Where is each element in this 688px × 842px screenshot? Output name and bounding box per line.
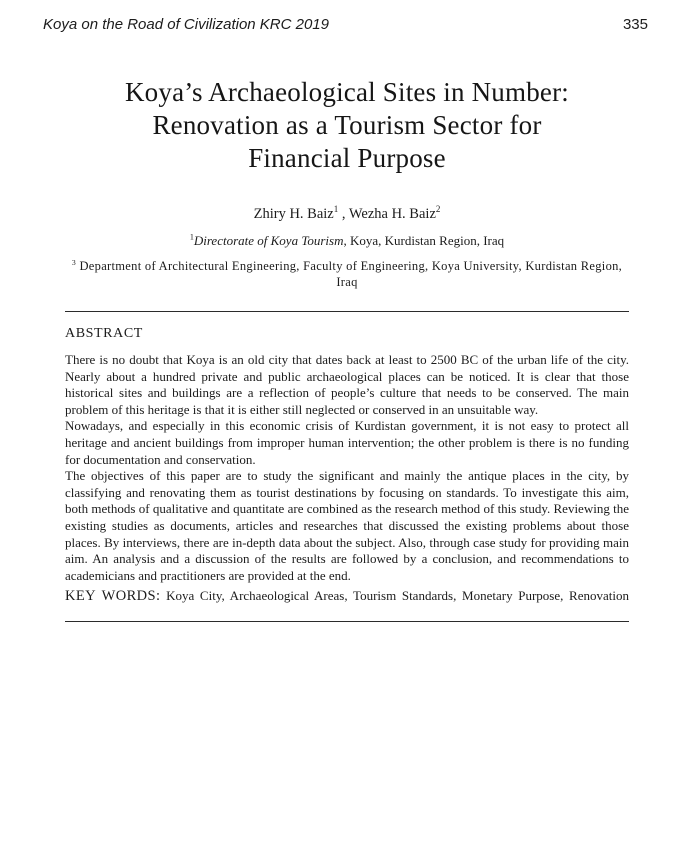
affiliation-1-location: , Koya, Kurdistan Region, Iraq	[343, 233, 505, 248]
running-title: Koya on the Road of Civilization KRC 2019	[43, 16, 329, 33]
keywords-text: Koya City, Archaeological Areas, Tourism Standards, Monetary Purpose, Renovation	[160, 588, 629, 604]
author-1-superscript: 1	[333, 204, 339, 215]
divider-bottom	[65, 621, 629, 622]
page-number: 335	[622, 16, 648, 33]
affiliation-2-text: Department of Architectural Engineering, Faculty of Engineering, Koya University, Kurdistan Region, Iraq	[76, 259, 623, 289]
abstract-heading: ABSTRACT	[65, 326, 143, 341]
abstract-paragraph-1: There is no doubt that Koya is an old city that dates back at least to 2500 BC of the urban life of the city. Nearly about a hundred private and public archaeological places can be noticed. It is clear that those historical sites and buildings are a reflection of people’s culture that needs to be conserved. The main problem of this heritage is that it is either still neglected or conserved in an unsuitable way.	[65, 352, 629, 417]
authors-line	[65, 205, 629, 223]
page-header	[0, 0, 688, 34]
author-2-name: Wezha H. Baiz	[348, 206, 436, 222]
affiliation-1	[65, 233, 629, 249]
abstract-body	[65, 352, 629, 584]
author-1-name: Zhiry H. Baiz	[253, 206, 334, 222]
affiliation-1-superscript: 1	[189, 232, 194, 242]
abstract-paragraph-2: Nowadays, and especially in this economic crisis of Kurdistan government, it is not easy to protect all heritage and ancient buildings from improper human intervention; the other problem is there is no funding for documentation and conservation.	[65, 418, 629, 467]
affiliation-2	[65, 258, 629, 290]
paper-title-line-2: Renovation as a Tourism Sector for	[152, 110, 542, 140]
affiliation-2-superscript: 3	[71, 257, 77, 267]
paper-title	[65, 76, 629, 175]
page-content	[65, 76, 629, 622]
authors-separator: ,	[338, 206, 349, 222]
paper-title-line-1: Koya’s Archaeological Sites in Number:	[124, 77, 569, 107]
affiliation-1-organization: Directorate of Koya Tourism	[193, 233, 344, 248]
divider-top	[65, 311, 629, 312]
keywords-label: KEY WORDS:	[65, 588, 161, 605]
keywords-line	[65, 587, 629, 605]
abstract-paragraph-3: The objectives of this paper are to study the significant and mainly the antique places in the city, by classifying and renovating them as tourist destinations by focusing on standards. To investigate this aim, both methods of qualitative and quantitate are combined as the research method of this study. Reviewing the existing studies as documents, articles and researches that discussed the existing problems about those places. By interviews, there are in-depth data about the subject. Also, through case study for providing main aim. An analysis and a discussion of the results are followed by a conclusion, and recommendations to academicians and practitioners are provided at the end.	[65, 468, 629, 583]
paper-title-line-3: Financial Purpose	[248, 143, 446, 173]
author-2-superscript: 2	[435, 204, 441, 215]
